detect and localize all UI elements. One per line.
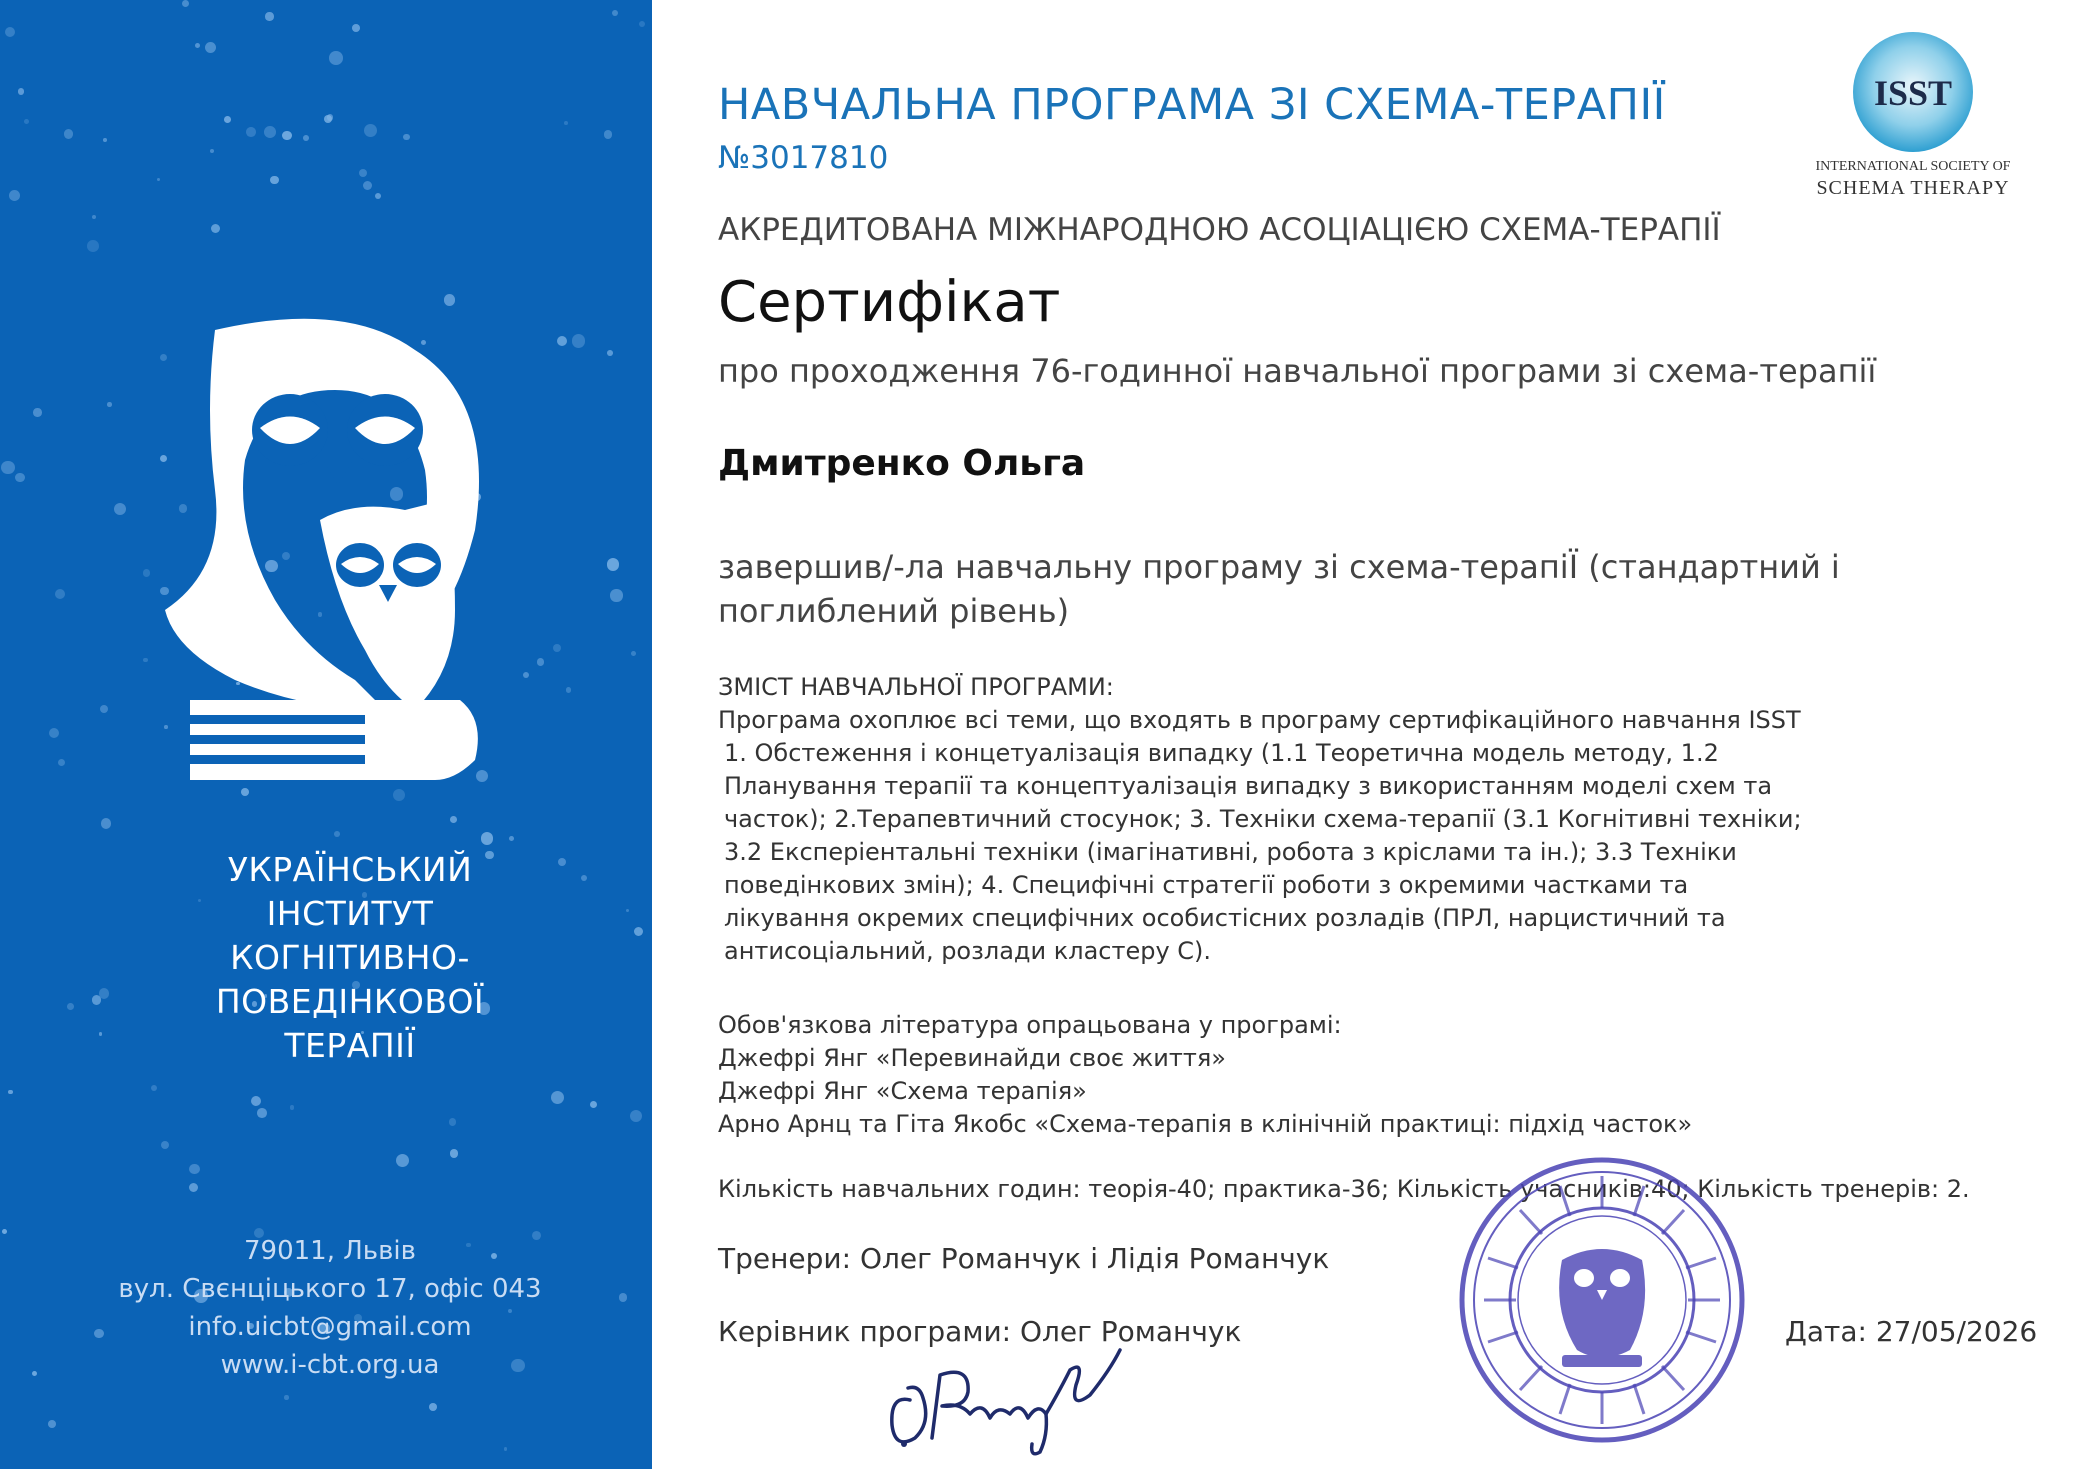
literature-line: Джефрі Янг «Перевинайди своє життя» xyxy=(718,1044,1226,1072)
decorative-dot xyxy=(182,0,189,7)
certificate-subtitle: про проходження 76-годинної навчальної програми зі схема-терапії xyxy=(718,352,1877,390)
decorative-dot xyxy=(264,126,276,138)
decorative-dot xyxy=(429,1403,437,1411)
decorative-dot xyxy=(99,1032,102,1035)
decorative-dot xyxy=(590,1101,597,1108)
decorative-dot xyxy=(151,1085,157,1091)
program-content xyxy=(718,671,1998,968)
certificate-title: Сертифікат xyxy=(718,270,1061,335)
decorative-dot xyxy=(100,705,108,713)
decorative-dot xyxy=(32,1371,37,1376)
decorative-dot xyxy=(572,334,586,348)
decorative-dot xyxy=(251,1096,261,1106)
contact-website: www.i-cbt.org.ua xyxy=(220,1350,440,1380)
decorative-dot xyxy=(551,1091,564,1104)
decorative-dot xyxy=(450,1149,458,1157)
literature-line: Обов'язкова література опрацьована у програмі: xyxy=(718,1011,1342,1039)
decorative-dot xyxy=(270,176,279,185)
decorative-dot xyxy=(1,461,14,474)
decorative-dot xyxy=(639,21,645,27)
decorative-dot xyxy=(64,129,74,139)
decorative-dot xyxy=(444,294,456,306)
decorative-dot xyxy=(205,42,216,53)
decorative-dot xyxy=(607,558,620,571)
decorative-dot xyxy=(107,402,112,407)
decorative-dot xyxy=(92,995,102,1005)
decorative-dot xyxy=(610,589,622,601)
decorative-dot xyxy=(537,658,545,666)
decorative-dot xyxy=(396,1154,409,1167)
decorative-dot xyxy=(265,12,273,20)
decorative-dot xyxy=(210,149,214,153)
isst-logo xyxy=(1785,30,2040,205)
decorative-dot xyxy=(15,473,24,482)
decorative-dot xyxy=(189,1164,199,1174)
decorative-dot xyxy=(157,178,160,181)
official-stamp xyxy=(1452,1150,1752,1450)
content-line: Програма охоплює всі теми, що входять в програму сертифікаційного навчання ISST xyxy=(718,706,1801,734)
decorative-dot xyxy=(9,190,20,201)
hours-summary: Кількість навчальних годин: теорія-40; практика-36; Кількість учасників:40; Кількість тренерів: 2. xyxy=(718,1175,1970,1203)
decorative-dot xyxy=(58,759,65,766)
decorative-dot xyxy=(284,1395,288,1399)
decorative-dot xyxy=(195,43,200,48)
decorative-dot xyxy=(327,114,334,121)
content-line: поведінкових змін); 4. Специфічні стратегії роботи з окремими частками та xyxy=(724,871,1689,899)
decorative-dot xyxy=(67,1003,74,1010)
decorative-dot xyxy=(2,1229,7,1234)
decorative-dot xyxy=(334,831,340,837)
decorative-dot xyxy=(48,1420,56,1428)
director-signature xyxy=(870,1340,1130,1460)
decorative-dot xyxy=(352,24,360,32)
decorative-dot xyxy=(553,644,561,652)
decorative-dot xyxy=(101,818,111,828)
decorative-dot xyxy=(581,875,587,881)
decorative-dot xyxy=(246,127,256,137)
institute-name-line: УКРАЇНСЬКИЙ xyxy=(227,850,473,889)
institute-name-line: ПОВЕДІНКОВОЇ xyxy=(215,982,485,1021)
institute-owl-logo xyxy=(155,310,535,780)
decorative-dot xyxy=(241,788,249,796)
decorative-dot xyxy=(211,224,220,233)
decorative-dot xyxy=(8,1090,12,1094)
decorative-dot xyxy=(329,51,343,65)
decorative-dot xyxy=(375,193,381,199)
decorative-dot xyxy=(607,350,613,356)
decorative-dot xyxy=(364,124,377,137)
literature-line: Джефрі Янг «Схема терапія» xyxy=(718,1077,1087,1105)
decorative-dot xyxy=(631,651,636,656)
decorative-dot xyxy=(481,832,493,844)
decorative-dot xyxy=(564,121,568,125)
completion-statement: завершив/-ла навчальну програму зі схема-терапіЇ (стандартний і поглиблений рівень) xyxy=(718,548,1840,630)
decorative-dot xyxy=(626,909,629,912)
certificate-body xyxy=(718,0,2038,1469)
institute-name-line: КОГНІТИВНО- xyxy=(230,938,470,977)
program-director: Керівник програми: Олег Романчук xyxy=(718,1315,1242,1348)
decorative-dot xyxy=(566,687,572,693)
decorative-dot xyxy=(5,27,15,37)
isst-line-1: INTERNATIONAL SOCIETY OF xyxy=(1815,159,2011,174)
issue-date: Дата: 27/05/2026 xyxy=(1785,1315,2038,1348)
decorative-dot xyxy=(303,135,309,141)
decorative-dot xyxy=(393,789,405,801)
decorative-dot xyxy=(282,131,291,140)
institute-contacts xyxy=(95,1232,565,1384)
isst-abbr: ISST xyxy=(1873,73,1953,113)
decorative-dot xyxy=(189,1183,198,1192)
program-number: №3017810 xyxy=(718,140,889,176)
decorative-dot xyxy=(87,240,99,252)
trainers-line: Тренери: Олег Романчук і Лідія Романчук xyxy=(718,1242,1330,1275)
decorative-dot xyxy=(290,1105,294,1109)
decorative-dot xyxy=(450,816,457,823)
isst-line-2: SCHEMA THERAPY xyxy=(1816,177,2010,199)
content-line: 1. Обстеження і концетуалізація випадку (1.1 Теоретична модель методу, 1.2 xyxy=(724,739,1719,767)
decorative-dot xyxy=(604,130,613,139)
address-street: вул. Свєнціцького 17, офіс 043 xyxy=(118,1274,542,1304)
decorative-dot xyxy=(359,169,367,177)
literature-list xyxy=(718,1009,1692,1141)
decorative-dot xyxy=(403,134,410,141)
decorative-dot xyxy=(504,1447,507,1450)
address-postal: 79011, Львів xyxy=(244,1236,416,1266)
decorative-dot xyxy=(18,88,25,95)
recipient-name: Дмитренко Ольга xyxy=(718,443,1086,484)
institute-name-line: ІНСТИТУТ xyxy=(266,894,434,933)
decorative-dot xyxy=(24,119,29,124)
content-line: антисоціальний, розлади кластеру С). xyxy=(724,937,1212,965)
decorative-dot xyxy=(33,408,41,416)
content-line: 3.2 Експеріентальні техніки (імагінативні, робота з кріслами та ін.); 3.3 Техніки xyxy=(724,838,1737,866)
decorative-dot xyxy=(114,503,126,515)
decorative-dot xyxy=(143,658,147,662)
decorative-dot xyxy=(619,1293,627,1301)
sidebar-panel xyxy=(0,0,652,1469)
decorative-dot xyxy=(557,336,567,346)
decorative-dot xyxy=(449,1118,457,1126)
content-line: ЗМІСТ НАВЧАЛЬНОЇ ПРОГРАМИ: xyxy=(718,673,1114,701)
literature-line: Арно Арнц та Гіта Якобс «Схема-терапія в клінічній практиці: підхід часток» xyxy=(718,1110,1693,1138)
accreditation-text: АКРЕДИТОВАНА МІЖНАРОДНОЮ АСОЦІАЦІЄЮ СХЕМА-ТЕРАПІЇ xyxy=(718,212,1721,248)
decorative-dot xyxy=(92,215,96,219)
decorative-dot xyxy=(224,116,231,123)
decorative-dot xyxy=(103,138,107,142)
content-line: часток); 2.Терапевтичний стосунок; 3. Техніки схема-терапії (3.1 Когнітивні техніки; xyxy=(724,805,1802,833)
decorative-dot xyxy=(634,927,643,936)
decorative-dot xyxy=(257,1108,267,1118)
decorative-dot xyxy=(49,728,59,738)
contact-email: info.uicbt@gmail.com xyxy=(188,1312,472,1342)
decorative-dot xyxy=(363,181,372,190)
content-line: лікування окремих специфічних особистісних розладів (ПРЛ, нарцистичний та xyxy=(724,904,1726,932)
institute-name xyxy=(140,848,560,1068)
decorative-dot xyxy=(161,1141,169,1149)
decorative-dot xyxy=(509,836,514,841)
institute-name-line: ТЕРАПІЇ xyxy=(284,1026,416,1065)
content-line: Планування терапії та концептуалізація випадку з використанням моделі схем та xyxy=(724,772,1773,800)
program-title: НАВЧАЛЬНА ПРОГРАМА ЗІ СХЕМА-ТЕРАПІЇ xyxy=(718,80,1666,130)
decorative-dot xyxy=(55,589,65,599)
decorative-dot xyxy=(630,1110,642,1122)
decorative-dot xyxy=(612,10,618,16)
decorative-dot xyxy=(143,569,150,576)
